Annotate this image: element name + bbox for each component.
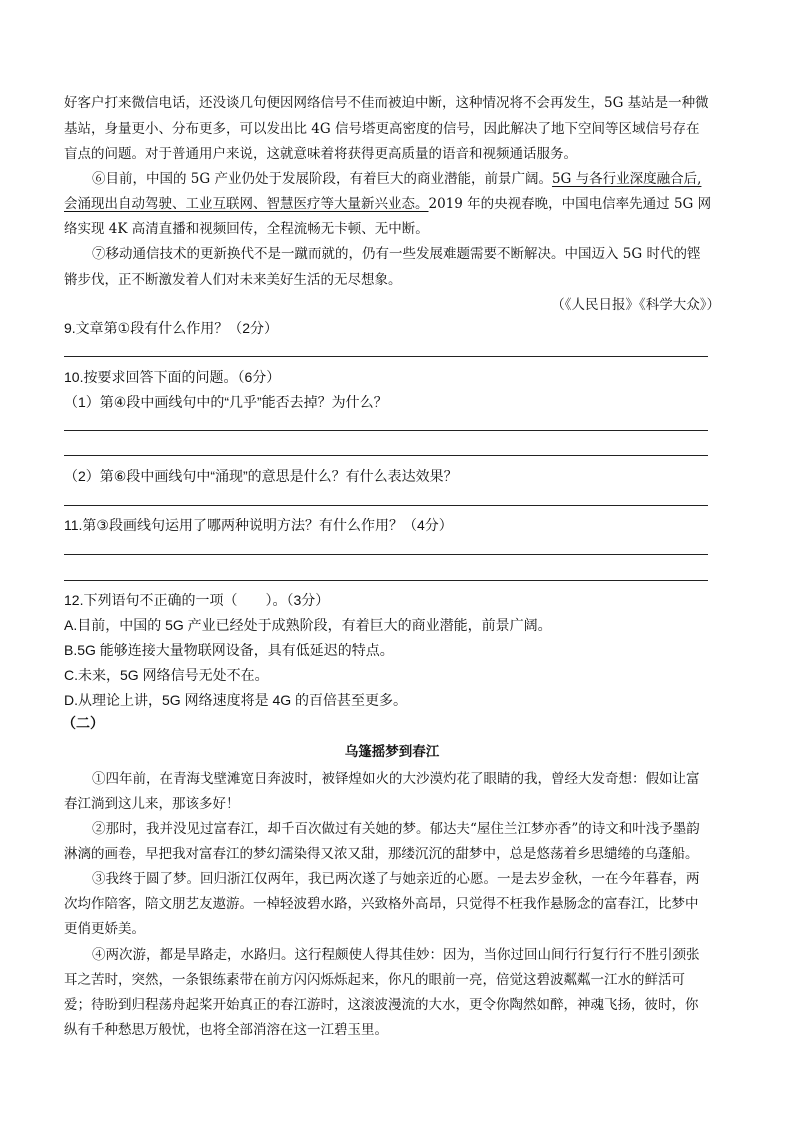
- article-paragraph-3-line: ③我终于圆了梦。回归浙江仅两年，我已两次遂了与她亲近的心愿。一是去岁金秋，一在今年暮春，两: [92, 871, 700, 887]
- article-paragraph-2-line: 淋漓的画卷，早把我对富春江的梦幻濡染得又浓又甜，那缕沉沉的甜梦中，总是悠荡着乡思缱绻的乌蓬船。: [64, 846, 699, 862]
- article-paragraph-4-line: 纵有千种愁思万般忧，也将全部消溶在这一江碧玉里。: [64, 1022, 388, 1038]
- question-9: 9.文章第①段有什么作用？（2分）: [64, 320, 279, 336]
- option-d: D.从理论上讲，5G 网络速度将是 4G 的百倍甚至更多。: [64, 692, 408, 708]
- paragraph-7-line: ⑦移动通信技术的更新换代不是一蹴而就的，仍有一些发展难题需要不断解决。中国迈入 5G 时代的铿: [92, 246, 701, 262]
- answer-line[interactable]: [64, 554, 708, 555]
- answer-line[interactable]: [64, 356, 708, 357]
- option-a: A.目前，中国的 5G 产业已经处于成熟阶段，有着巨大的商业潜能，前景广阔。: [64, 617, 552, 633]
- answer-line[interactable]: [64, 430, 708, 431]
- article-paragraph-4-line: ④两次游，都是旱路走，水路归。这行程颇使人得其佳妙：因为，当你过回山间行行复行行不胜引颈张: [92, 947, 700, 963]
- article-paragraph-1-line: 春江淌到这儿来，那该多好！: [64, 796, 240, 812]
- answer-line[interactable]: [64, 580, 708, 581]
- paragraph-6-underlined-sentence: 5G 与各行业深度融合后,: [551, 171, 702, 187]
- article-paragraph-3-line: 更俏更娇美。: [64, 921, 145, 937]
- paragraph-5-line: 盲点的问题。对于普通用户来说，这就意味着将获得更高质量的语音和视频通话服务。: [64, 146, 577, 162]
- article-paragraph-3-line: 次均作陪客，陪文朋艺友遨游。一棹轻波碧水路，兴致格外高昂，只觉得不枉我作悬肠念的富春江，比梦中: [64, 896, 699, 912]
- question-11: 11.第③段画线句运用了哪两种说明方法？有什么作用？（4分）: [64, 517, 453, 533]
- paragraph-6-text: ⑥目前，中国的 5G 产业仍处于发展阶段，有着巨大的商业潜能，前景广阔。: [92, 171, 552, 187]
- answer-line[interactable]: [64, 455, 708, 456]
- article-paragraph-4-line: 耳之苦时，突然，一条银练素带在前方闪闪烁烁起来，你凡的眼前一亮，倍觉这碧波粼粼一江水的鲜活可: [64, 972, 685, 988]
- source-citation: （《人民日报》《科学大众》）: [551, 297, 720, 313]
- paragraph-6-line: [64, 192, 720, 212]
- paragraph-5-line: 基站，身量更小、分布更多，可以发出比 4G 信号塔更高密度的信号，因此解决了地下空间等区域信号存在: [64, 121, 700, 137]
- question-10-1: （1）第④段中画线句中的“几乎”能否去掉？为什么？: [64, 394, 388, 410]
- paragraph-6-text: 2019 年的央视春晚，中国电信率先通过 5G 网: [428, 196, 712, 212]
- answer-line[interactable]: [64, 505, 708, 506]
- paragraph-6-line: [92, 167, 720, 187]
- question-12: 12.下列语句不正确的一项（ ）。（3分）: [64, 592, 330, 608]
- question-10-2: （2）第⑥段中画线句中“涌现”的意思是什么？有什么表达效果？: [64, 468, 458, 484]
- article-title: 乌篷摇梦到春江: [344, 744, 440, 760]
- paragraph-6-line: 络实现 4K 高清直播和视频回传，全程流畅无卡顿、无中断。: [64, 221, 429, 237]
- paragraph-7-line: 锵步伐，正不断激发着人们对未来美好生活的无尽想象。: [64, 272, 402, 288]
- section-label: （二）: [62, 715, 104, 731]
- paragraph-6-underlined-sentence: 会涌现出自动驾驶、工业互联网、智慧医疗等大量新兴业态。: [64, 196, 429, 212]
- article-paragraph-4-line: 爱；待盼到归程荡舟起桨开始真正的春江游时，这滚波漫流的大水，更令你陶然如醉，神魂飞扬，彼时，你: [64, 997, 699, 1013]
- paragraph-5-line: 好客户打来微信电话，还没谈几句便因网络信号不佳而被迫中断，这种情况将不会再发生，5G 基站是一种微: [64, 95, 709, 111]
- article-paragraph-2-line: ②那时，我并没见过富春江，却千百次做过有关她的梦。郁达夫“屋住兰江梦亦香”的诗文和叶浅予墨韵: [92, 821, 700, 837]
- option-b: B.5G 能够连接大量物联网设备，具有低延迟的特点。: [64, 642, 394, 658]
- article-paragraph-1-line: ①四年前，在青海戈壁滩宽日奔波时，被铎煌如火的大沙漠灼花了眼睛的我，曾经大发奇想：假如让富: [92, 771, 700, 787]
- question-10: 10.按要求回答下面的问题。（6分）: [64, 369, 281, 385]
- option-c: C.未来，5G 网络信号无处不在。: [64, 667, 269, 683]
